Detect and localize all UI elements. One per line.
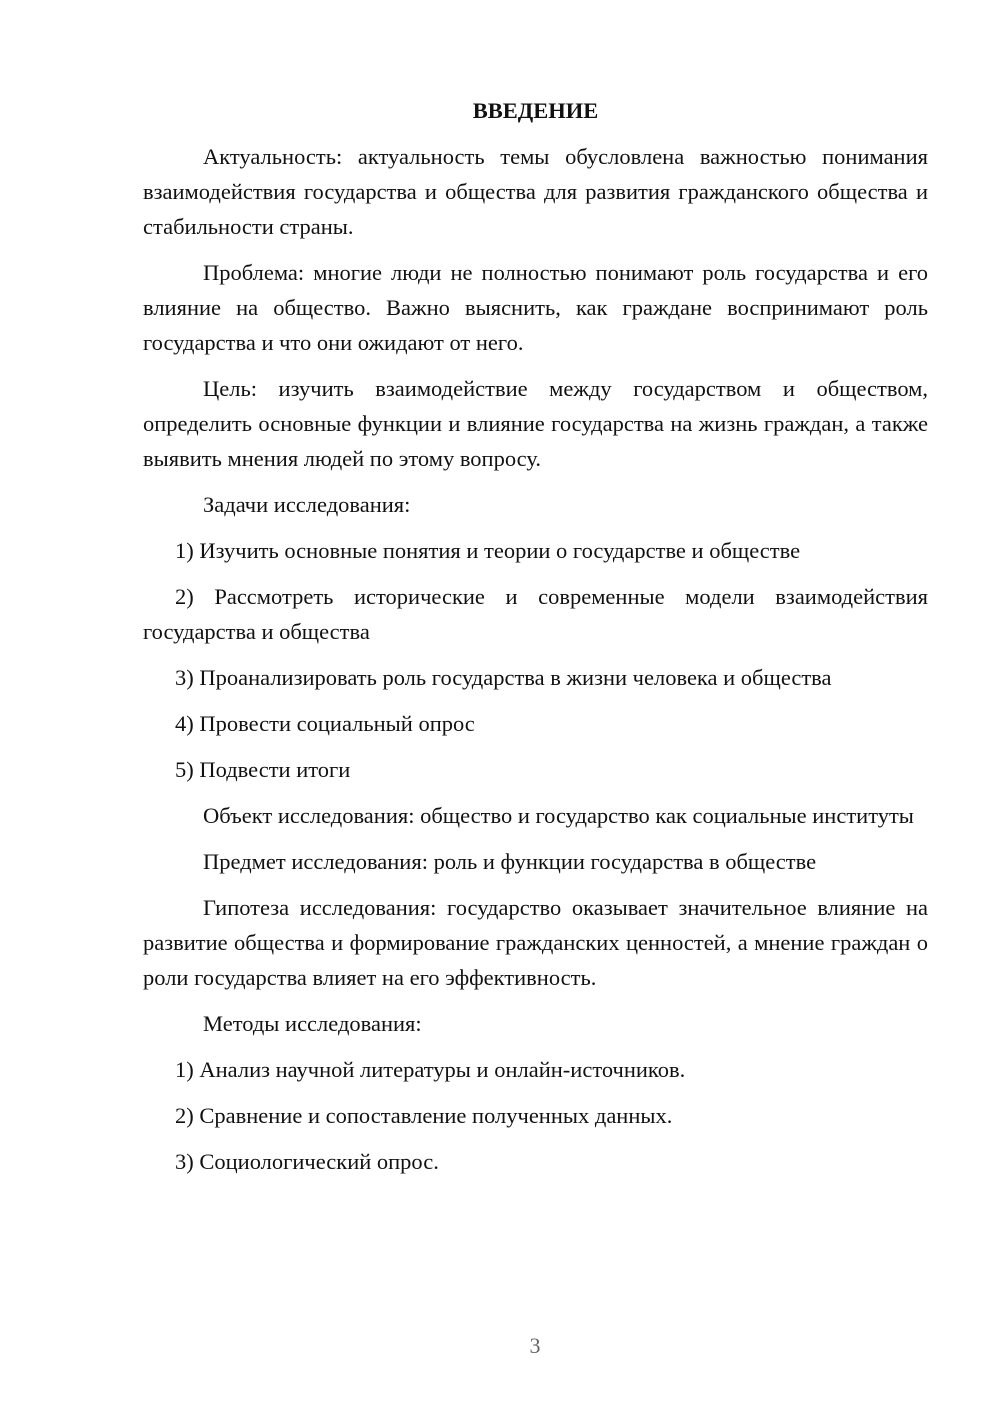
methods-heading: Методы исследования: [203, 1011, 422, 1036]
actuality-paragraph: Актуальность: актуальность темы обусловлена важностью понимания взаимодействия государства и общества для развития гражданского общества и стабильности страны. [143, 144, 928, 239]
tasks-heading: Задачи исследования: [203, 492, 411, 517]
goal-paragraph: Цель: изучить взаимодействие между государством и обществом, определить основные функции и влияние государства на жизнь граждан, а также выявить мнения людей по этому вопросу. [143, 376, 928, 471]
task-item: 4) Провести социальный опрос [175, 711, 475, 736]
task-item: 5) Подвести итоги [175, 757, 351, 782]
task-item: 1) Изучить основные понятия и теории о государстве и обществе [175, 538, 801, 563]
object-paragraph: Объект исследования: общество и государство как социальные институты [203, 803, 914, 828]
method-item: 3) Социологический опрос. [175, 1149, 439, 1174]
task-item: 3) Проанализировать роль государства в жизни человека и общества [175, 665, 832, 690]
hypothesis-paragraph: Гипотеза исследования: государство оказывает значительное влияние на развитие общества и формирование гражданских ценностей, а мнение граждан о роли государства влияет на его эффективность. [143, 895, 928, 990]
document-body [143, 93, 928, 1190]
method-item: 1) Анализ научной литературы и онлайн-источников. [175, 1057, 686, 1082]
task-item: 2) Рассмотреть исторические и современные модели взаимодействия государства и общества [143, 584, 928, 644]
method-item: 2) Сравнение и сопоставление полученных данных. [175, 1103, 673, 1128]
page-title: ВВЕДЕНИЕ [472, 98, 599, 123]
page-number: 3 [529, 1333, 541, 1358]
problem-paragraph: Проблема: многие люди не полностью понимают роль государства и его влияние на общество. Важно выяснить, как граждане воспринимают роль государства и что они ожидают от него. [143, 260, 928, 355]
subject-paragraph: Предмет исследования: роль и функции государства в обществе [203, 849, 817, 874]
